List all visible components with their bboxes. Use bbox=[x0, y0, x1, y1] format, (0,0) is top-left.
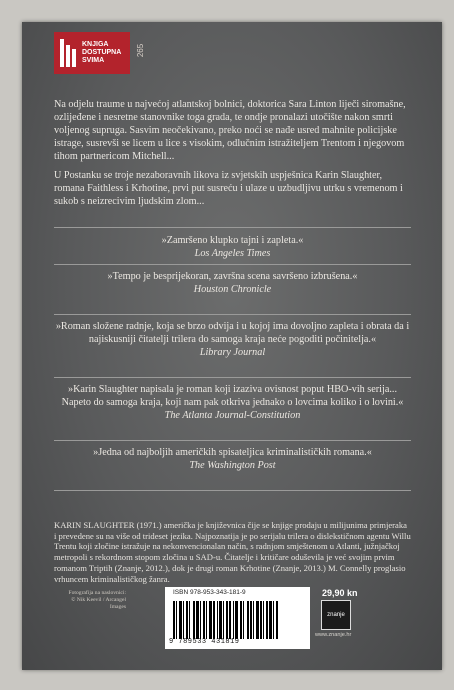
photo-credit: Fotografija na naslovnici: © Nik Keevil / Arcangel Images bbox=[68, 590, 126, 610]
author-bio: KARIN SLAUGHTER (1971.) američka je književnica čije se knjige prodaju u milijunima primjeraka i prevedene su na više od trideset jezika. Najpoznatija je po serijalu trilera o dislekstičnom agentu Willu Trentu koji zločine istražuje na nekonvencionalan način, s radnjom smještenom u Atlanti, južnjačkoj metropoli s rekordnom stopom zločina u SAD-u. Čitatelje i kritičare oduševila je već svojim prvim romanom Triptih (Znanje, 2012.), dok je drugi roman Krhotine (Znanje, 2013.) M. Connelly proglasio vrhuncem kriminalističkog žanra. bbox=[54, 520, 411, 584]
divider bbox=[54, 314, 411, 315]
divider bbox=[54, 377, 411, 378]
publisher-logo: znanje bbox=[321, 600, 351, 630]
quote-3: »Roman složene radnje, koja se brzo odvija i u kojoj ima dovoljno zapleta i obrata da i najiskusniji čitatelji trilera do samoga kraja neće pogoditi počinitelja.« Library Journal bbox=[55, 321, 410, 358]
price: 29,90 kn bbox=[322, 588, 358, 598]
series-label: KNJIGA DOSTUPNA SVIMA bbox=[82, 41, 122, 64]
quote-2: »Tempo je besprijekoran, završna scena savršeno izbrušena.« Houston Chronicle bbox=[107, 271, 358, 295]
quote-1: »Zamršeno klupko tajni i zapleta.« Los Angeles Times bbox=[161, 235, 304, 259]
divider bbox=[54, 490, 411, 491]
isbn: ISBN 978-953-343-181-9 bbox=[173, 589, 246, 596]
quote-4: »Karin Slaughter napisala je roman koji izaziva ovisnost poput HBO-vih serija... Napeto do samoga kraja, koji nam pak otkriva jednako o lovcima koliko i o lovini.« The Atlanta Journal-Constitution bbox=[61, 384, 404, 421]
books-logo-icon bbox=[60, 39, 78, 67]
barcode-digits: 9 789533 431819 bbox=[169, 638, 240, 646]
divider bbox=[54, 227, 411, 228]
divider bbox=[54, 440, 411, 441]
barcode-panel bbox=[165, 587, 310, 649]
divider bbox=[54, 264, 411, 265]
blurb-paragraph-2: U Postanku se troje nezaboravnih likova iz svjetskih uspješnica Karin Slaughter, romana Faithless i Krhotine, prvi put susreću i ulaze u uzbudljivu utrku s vremenom i sukob s neizrecivim ljudskim zlom... bbox=[54, 170, 403, 207]
blurb-paragraph-1: Na odjelu traume u najvećoj atlantskoj bolnici, doktorica Sara Linton liječi siromašne, ozlijeđene i nesretne stanovnike toga grada, te ondje pronalazi utočište nakon smrti voljenog supruga. Sasvim neočekivano, preko noći se nađe usred mahnite policijske istrage, susrevši se licem u lice s visokim, odlučnim istražiteljem Trentom i njegovom tihom partnericom Mitchell... bbox=[54, 99, 406, 162]
series-badge bbox=[54, 32, 130, 74]
quote-5: »Jedna od najboljih američkih spisateljica kriminalističkih romana.« The Washington Post bbox=[93, 447, 372, 471]
publisher-url: www.znanje.hr bbox=[315, 632, 352, 638]
series-number: 265 bbox=[136, 43, 146, 58]
barcode-icon bbox=[173, 601, 291, 639]
